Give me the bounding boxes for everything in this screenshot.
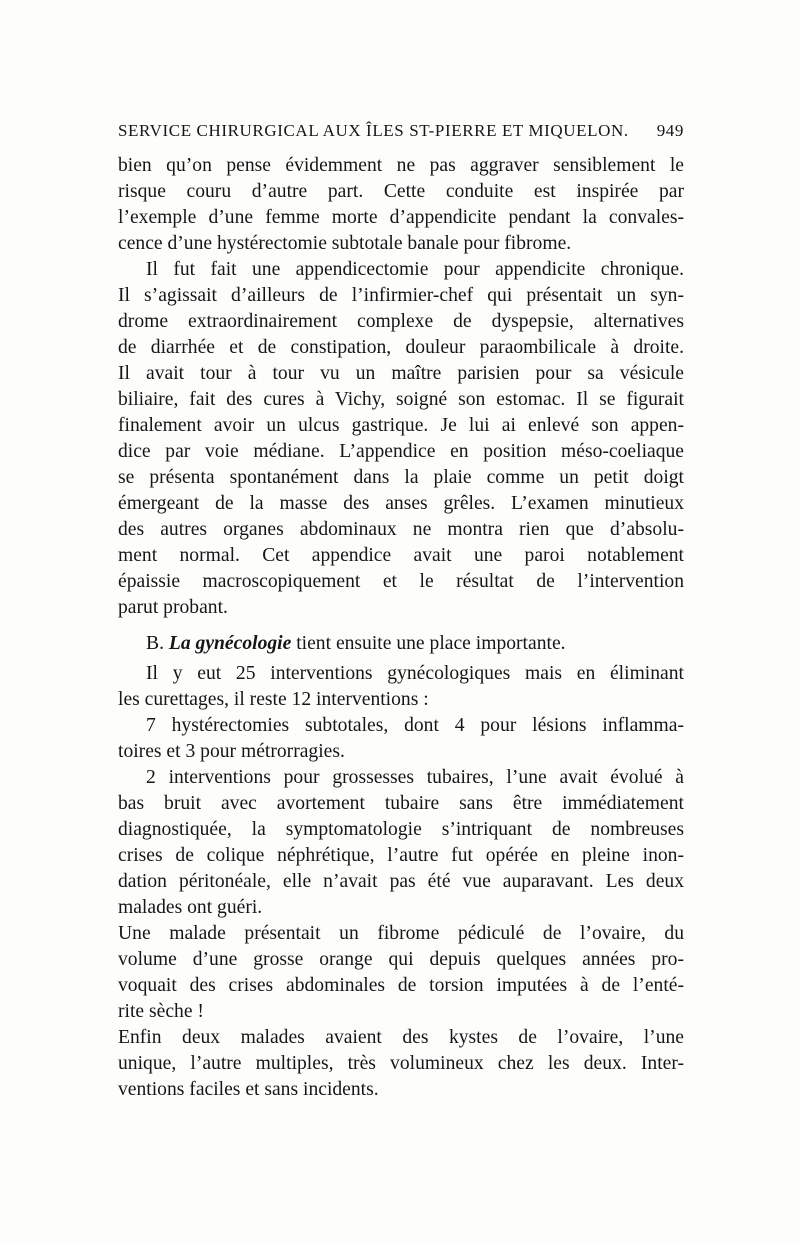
text-line: bas bruit avec avortement tubaire sans être immédiatement [118,793,684,814]
text-line: Il fut fait une appendicectomie pour appendicite chronique. [146,259,684,280]
text-line: finalement avoir un ulcus gastrique. Je lui ai enlevé son appen- [118,415,684,436]
text-line: 7 hystérectomies subtotales, dont 4 pour lésions inflamma- [146,715,684,736]
text-line: unique, l’autre multiples, très volumineux chez les deux. Inter- [118,1053,684,1074]
text-line: se présenta spontanément dans la plaie comme un petit doigt [118,467,684,488]
text-line: l’exemple d’une femme morte d’appendicite pendant la convales- [118,207,684,228]
section-title: La gynécologie [168,633,292,654]
paragraph-tubal-pregnancies [118,765,684,921]
paragraph-interventions-count [118,661,684,713]
text-line: voquait des crises abdominales de torsion imputées à de l’enté- [118,975,684,996]
text-line: bien qu’on pense évidemment ne pas aggraver sensiblement le [118,155,684,176]
body-text [118,153,684,1103]
text-line: les curettages, il reste 12 interventions : [118,689,429,710]
text-line: 2 interventions pour grossesses tubaires, l’une avait évolué à [146,767,684,788]
page-number: 949 [656,121,684,140]
paragraph-appendicectomy [118,257,684,621]
text-line: ventions faciles et sans incidents. [118,1079,379,1100]
text-line: cence d’une hystérectomie subtotale banale pour fibrome. [118,233,572,254]
text-line: malades ont guéri. [118,897,263,918]
text-line: émergeant de la masse des anses grêles. L’examen minutieux [118,493,684,514]
text-line: biliaire, fait des cures à Vichy, soigné son estomac. Il se figurait [118,389,684,410]
running-title: SERVICE CHIRURGICAL AUX ÎLES ST-PIERRE ET MIQUELON. [118,121,629,140]
text-line: volume d’une grosse orange qui depuis quelques années pro- [118,949,684,970]
text-line: Enfin deux malades avaient des kystes de l’ovaire, l’une [118,1027,684,1048]
text-line: diagnostiquée, la symptomatologie s’intriquant de nombreuses [118,819,684,840]
text-line: Une malade présentait un fibrome pédiculé de l’ovaire, du [118,923,684,944]
text-line [118,631,684,657]
paragraph-continued [118,153,684,257]
section-heading-gynecology [118,631,684,657]
text-line: dice par voie médiane. L’appendice en position méso-coeliaque [118,441,684,462]
paragraph-hysterectomies [118,713,684,765]
paragraph-gap [118,621,684,631]
text-line: dation péritonéale, elle n’avait pas été vue auparavant. Les deux [118,871,684,892]
text-line: drome extraordinairement complexe de dyspepsie, alternatives [118,311,684,332]
paragraph-fibroma [118,921,684,1025]
text-line: de diarrhée et de constipation, douleur paraombilicale à droite. [118,337,684,358]
text-line: épaissie macroscopiquement et le résultat de l’intervention [118,571,684,592]
text-line: ment normal. Cet appendice avait une paroi notablement [118,545,684,566]
section-intro: tient ensuite une place importante. [296,633,566,654]
text-line: parut probant. [118,597,228,618]
text-line: crises de colique néphrétique, l’autre fut opérée en pleine inon- [118,845,684,866]
paragraph-ovarian-cysts [118,1025,684,1103]
section-letter: B. [146,633,164,654]
text-line: risque couru d’autre part. Cette conduite est inspirée par [118,181,684,202]
text-line: toires et 3 pour métrorragies. [118,741,345,762]
text-line: Il avait tour à tour vu un maître parisien pour sa vésicule [118,363,684,384]
running-header [118,118,684,144]
text-line: Il y eut 25 interventions gynécologiques mais en éliminant [146,663,684,684]
text-line: des autres organes abdominaux ne montra rien que d’absolu- [118,519,684,540]
text-line: Il s’agissait d’ailleurs de l’infirmier-chef qui présentait un syn- [118,285,684,306]
text-line: rite sèche ! [118,1001,204,1022]
